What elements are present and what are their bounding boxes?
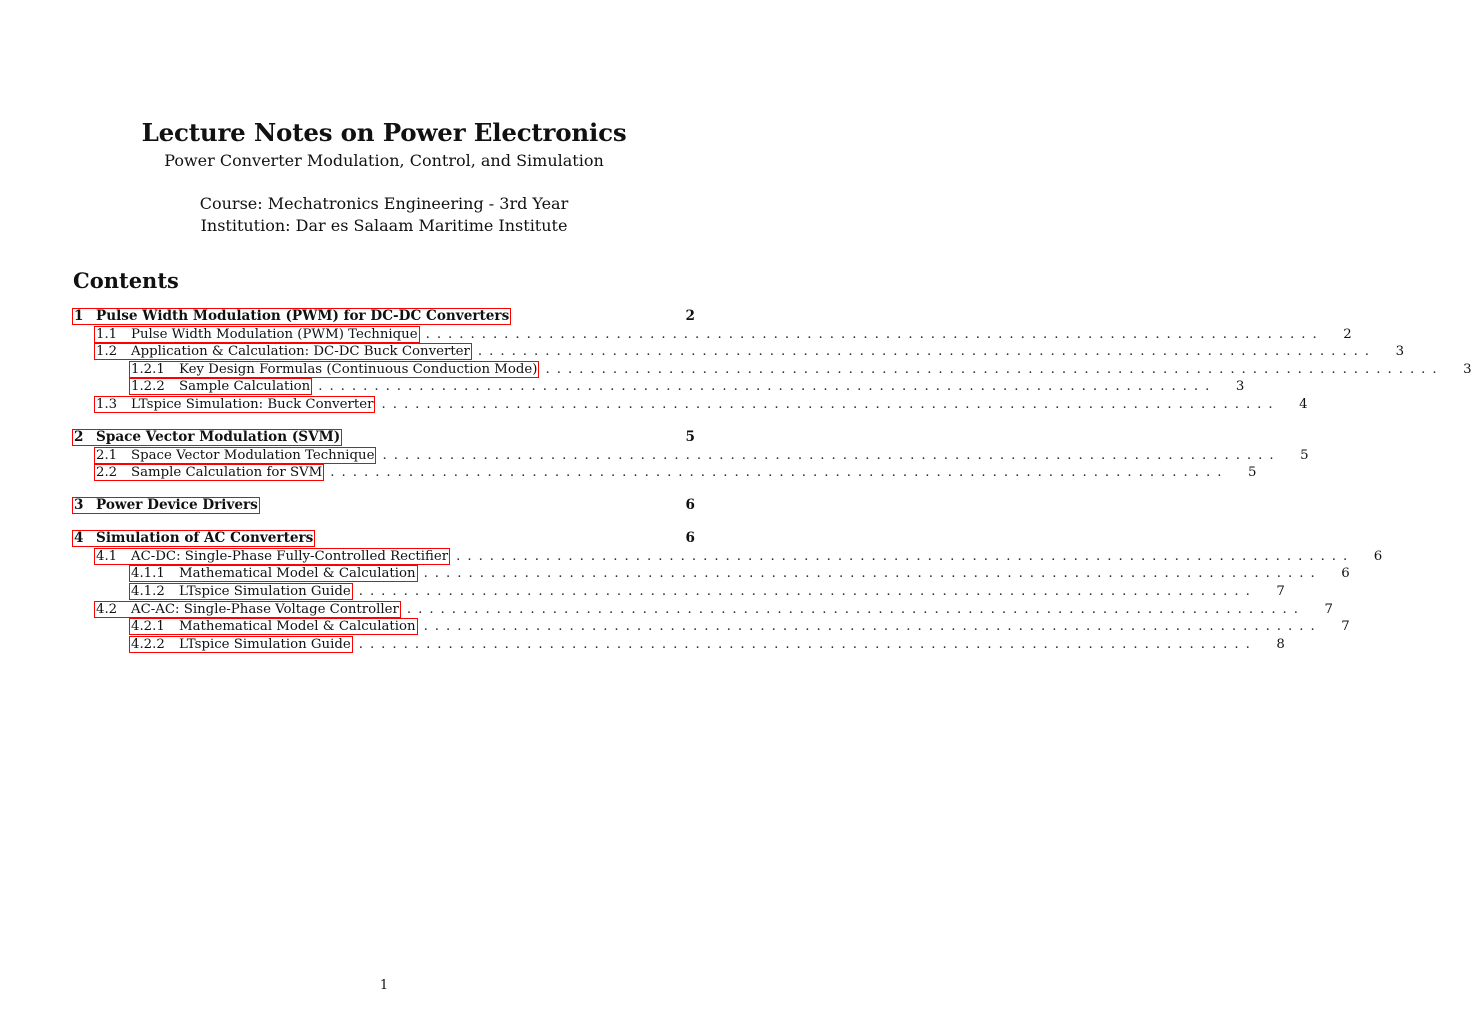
toc-entry-label: Mathematical Model & Calculation: [179, 619, 416, 635]
toc-dot-leader: ................................................................................: [406, 601, 1305, 617]
toc-entry-label: LTspice Simulation Guide: [179, 583, 351, 599]
toc-entry-number: 4.1.1: [131, 566, 165, 582]
toc-page-number: 7: [1341, 619, 1350, 635]
toc-link-1-1[interactable]: [94, 326, 420, 343]
toc-page-number: 2: [1343, 326, 1352, 342]
toc-subsection-row: [73, 446, 1309, 464]
document-title: Lecture Notes on Power Electronics: [141, 118, 627, 147]
toc-subsection-row: [73, 635, 1285, 653]
toc-section-row: [73, 496, 695, 514]
toc-entry-label: AC-DC: Single-Phase Fully-Controlled Rectifier: [131, 548, 449, 564]
toc-link-1-2-2[interactable]: [129, 378, 312, 395]
toc-link-4-2[interactable]: [94, 601, 401, 618]
toc-link-4-2-2[interactable]: [129, 636, 353, 653]
toc-entry-label: AC-AC: Single-Phase Voltage Controller: [131, 601, 399, 617]
toc-entry-number: 1: [74, 308, 84, 324]
toc-entry-number: 4.1.2: [131, 583, 165, 599]
toc-entry-number: 1.2.1: [131, 361, 165, 377]
toc-link-2[interactable]: [72, 429, 342, 446]
toc-section-row: [73, 307, 695, 325]
toc-subsection-row: [73, 395, 1308, 413]
toc-subsection-row: [73, 547, 1383, 565]
toc-page-number: 7: [1324, 601, 1333, 617]
toc-page-number: 6: [685, 497, 695, 514]
title-block: [0, 116, 768, 237]
toc-entry-label: LTspice Simulation Guide: [179, 636, 351, 652]
toc-subsection-row: [73, 360, 1472, 378]
page-number: 1: [379, 978, 389, 993]
toc-dot-leader: ................................................................................: [358, 636, 1257, 652]
toc-page-number: 5: [1247, 465, 1257, 481]
toc-dot-leader: ................................................................................: [381, 396, 1280, 412]
toc-page-number: 6: [1373, 548, 1383, 564]
toc-entry-number: 2.1: [96, 447, 118, 463]
toc-section-row: [73, 529, 695, 547]
toc-entry-number: 4.2: [96, 601, 118, 617]
toc-entry-number: 4.2.2: [131, 636, 165, 652]
toc-entry-label: Mathematical Model & Calculation: [179, 566, 416, 582]
toc-entry-number: 2.2: [96, 465, 118, 481]
toc-subsection-row: [73, 565, 1350, 583]
toc-dot-leader: ................................................................................: [545, 361, 1444, 377]
toc-link-1-3[interactable]: [94, 396, 375, 413]
toc-page-number: 8: [1276, 636, 1285, 652]
toc-entry-label: Application & Calculation: DC-DC Buck Converter: [131, 344, 470, 360]
toc-link-4-1[interactable]: [94, 548, 450, 565]
toc-page-number: 5: [1300, 447, 1309, 463]
toc-page-number: 6: [1341, 566, 1350, 582]
toc-link-1[interactable]: [72, 308, 511, 325]
toc-subsection-row: [73, 618, 1350, 636]
toc-link-4[interactable]: [72, 530, 315, 547]
toc-dot-leader: ................................................................................: [382, 447, 1281, 463]
toc-subsection-row: [73, 600, 1333, 618]
toc-dot-leader: ................................................................................: [358, 583, 1257, 599]
toc-page-number: 5: [685, 429, 695, 445]
toc-entry-label: Pulse Width Modulation (PWM) for DC-DC Converters: [96, 308, 510, 324]
document-subtitle: Power Converter Modulation, Control, and Simulation: [164, 151, 604, 170]
toc-entry-label: Space Vector Modulation Technique: [131, 447, 375, 463]
toc-entry-number: 4: [74, 530, 84, 547]
contents-heading: Contents: [73, 268, 179, 293]
toc-page-number: 7: [1276, 583, 1285, 599]
toc-page-number: 3: [1395, 344, 1405, 360]
toc-dot-leader: ................................................................................: [477, 344, 1377, 360]
toc-page-number: 2: [685, 308, 695, 324]
toc-dot-leader: ................................................................................: [425, 326, 1324, 342]
toc-dot-leader: ................................................................................: [456, 548, 1355, 564]
toc-page-number: 6: [685, 530, 695, 547]
toc-link-4-1-1[interactable]: [129, 565, 418, 582]
toc-entry-label: Simulation of AC Converters: [96, 530, 314, 547]
toc-page-number: 3: [1463, 361, 1472, 377]
toc-entry-label: Space Vector Modulation (SVM): [96, 429, 341, 445]
toc-subsection-row: [73, 378, 1245, 396]
toc-entry-number: 4.2.1: [131, 619, 165, 635]
toc-subsection-row: [73, 325, 1352, 343]
toc-entry-number: 1.2: [96, 344, 118, 360]
toc-dot-leader: ................................................................................: [330, 465, 1229, 481]
toc-link-1-2[interactable]: [94, 343, 472, 360]
toc-entry-number: 2: [74, 429, 84, 445]
toc-section-row: [73, 428, 695, 446]
toc-dot-leader: ................................................................................: [318, 379, 1217, 395]
toc-link-3[interactable]: [72, 497, 260, 514]
toc-link-4-1-2[interactable]: [129, 583, 353, 600]
toc-link-4-2-1[interactable]: [129, 618, 418, 635]
toc-subsection-row: [73, 464, 1257, 482]
toc-entry-label: Key Design Formulas (Continuous Conduction Mode): [179, 361, 538, 377]
toc-entry-label: Power Device Drivers: [96, 497, 258, 514]
toc-entry-number: 1.2.2: [131, 379, 165, 395]
toc-subsection-row: [73, 343, 1405, 361]
institution-line: Institution: Dar es Salaam Maritime Institute: [200, 216, 568, 235]
toc-page-number: 4: [1299, 396, 1308, 412]
toc-entry-number: 3: [74, 497, 84, 514]
toc-dot-leader: ................................................................................: [423, 566, 1322, 582]
toc-dot-leader: ................................................................................: [423, 619, 1322, 635]
toc-entry-number: 4.1: [96, 548, 118, 564]
toc-entry-label: Sample Calculation for SVM: [131, 465, 323, 481]
toc-entry-label: Sample Calculation: [179, 379, 311, 395]
toc-link-2-1[interactable]: [94, 447, 376, 464]
course-line: Course: Mechatronics Engineering - 3rd Year: [199, 194, 569, 213]
toc-page-number: 3: [1235, 379, 1245, 395]
toc-entry-label: Pulse Width Modulation (PWM) Technique: [131, 326, 418, 342]
toc-subsection-row: [73, 582, 1285, 600]
toc-entry-label: LTspice Simulation: Buck Converter: [131, 396, 374, 412]
toc-link-2-2[interactable]: [94, 464, 324, 481]
toc-entry-number: 1.1: [96, 326, 118, 342]
toc-entry-number: 1.3: [96, 396, 118, 412]
toc-link-1-2-1[interactable]: [129, 361, 539, 378]
